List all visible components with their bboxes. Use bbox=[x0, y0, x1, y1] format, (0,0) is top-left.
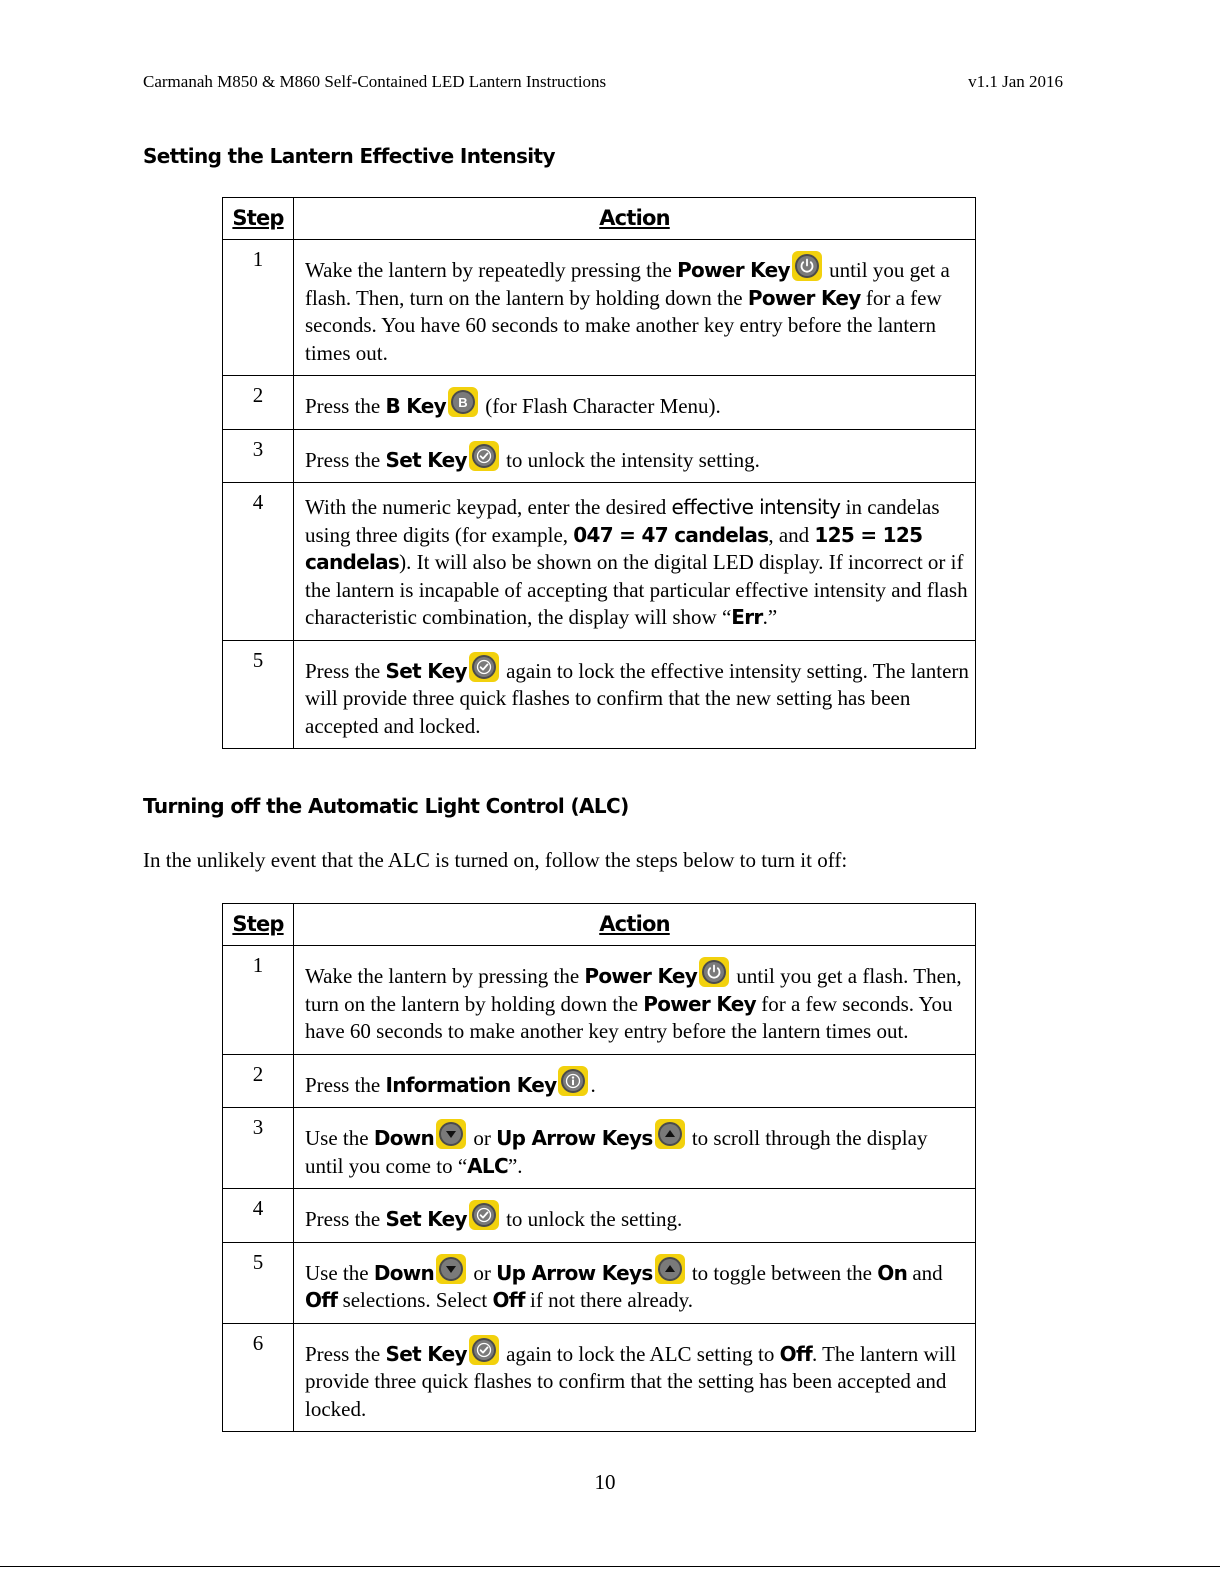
action-text: to unlock the setting. bbox=[500, 1207, 683, 1231]
alc-steps-table bbox=[222, 903, 976, 1432]
action-text: Wake the lantern by pressing the bbox=[305, 964, 585, 988]
key-name: B Key bbox=[385, 394, 446, 418]
action-text: for a few seconds. You have 60 seconds to make another key entry before the lantern times out. bbox=[305, 991, 953, 1043]
step-number: 5 bbox=[223, 640, 294, 749]
step-action bbox=[294, 640, 976, 749]
key-name: ALC bbox=[467, 1153, 508, 1178]
table-header-row bbox=[223, 198, 976, 240]
table-row bbox=[223, 376, 976, 430]
action-text: Press the bbox=[305, 1341, 386, 1366]
action-text: or bbox=[468, 1260, 497, 1285]
column-header-action: Action bbox=[294, 904, 976, 946]
step-number: 1 bbox=[223, 240, 294, 376]
key-name: On bbox=[877, 1260, 908, 1285]
column-header-step: Step bbox=[223, 198, 294, 240]
set-key-icon bbox=[469, 441, 499, 471]
key-name: Down bbox=[373, 1126, 435, 1150]
set-key-icon bbox=[469, 652, 499, 682]
key-name: Power Key bbox=[643, 991, 756, 1016]
action-text: .” bbox=[762, 605, 778, 629]
action-text: if not there already. bbox=[524, 1288, 694, 1312]
power-key-icon bbox=[699, 957, 729, 987]
step-number: 2 bbox=[223, 1054, 294, 1108]
action-text: ). It will also be shown on the digital LED display. If incorrect or if the lantern is incapable of accepting that particular effective intensity and flash characteristic combination, the display will show “ bbox=[305, 550, 968, 629]
key-name: Down bbox=[373, 1260, 435, 1285]
table-row bbox=[223, 240, 976, 376]
document-version: v1.1 Jan 2016 bbox=[968, 72, 1063, 91]
action-text: Press the bbox=[305, 1207, 386, 1231]
action-text: . bbox=[590, 1072, 596, 1097]
set-key-icon bbox=[469, 1335, 499, 1365]
action-text: again to lock the ALC setting to bbox=[500, 1341, 780, 1366]
key-name: Set Key bbox=[385, 1341, 467, 1366]
table-row bbox=[223, 1189, 976, 1243]
table-header-row bbox=[223, 904, 976, 946]
action-text: Wake the lantern by repeatedly pressing the bbox=[305, 258, 678, 282]
key-name: Power Key bbox=[677, 258, 790, 282]
power-key-icon bbox=[792, 251, 822, 281]
action-text: Press the bbox=[305, 658, 386, 683]
step-action bbox=[294, 1189, 976, 1243]
table-row bbox=[223, 640, 976, 749]
up-arrow-key-icon bbox=[655, 1119, 685, 1149]
page-bottom-rule bbox=[0, 1566, 1220, 1567]
action-text: ”. bbox=[507, 1153, 523, 1178]
action-text: Press the bbox=[305, 394, 386, 418]
table-row bbox=[223, 429, 976, 483]
key-name: Up Arrow Keys bbox=[496, 1260, 653, 1285]
column-header-step: Step bbox=[223, 904, 294, 946]
step-number: 4 bbox=[223, 1189, 294, 1243]
b-key-icon bbox=[448, 387, 478, 417]
step-number: 2 bbox=[223, 376, 294, 430]
key-name: Up Arrow Keys bbox=[496, 1126, 653, 1150]
action-text: to scroll through the display until you come to “ bbox=[305, 1126, 928, 1178]
page-number: 10 bbox=[594, 1470, 616, 1494]
running-header bbox=[143, 72, 1063, 96]
step-action bbox=[294, 1242, 976, 1323]
action-text: . The lantern will provide three quick flashes to confirm that the setting has been accepted and locked. bbox=[305, 1341, 957, 1421]
key-name: Set Key bbox=[385, 658, 467, 683]
action-text: Use the bbox=[305, 1126, 374, 1150]
down-arrow-key-icon bbox=[436, 1254, 466, 1284]
term-text: effective intensity bbox=[671, 495, 841, 519]
action-text: to unlock the intensity setting. bbox=[500, 447, 760, 472]
action-text: in candelas using three digits (for example, bbox=[305, 495, 940, 547]
set-key-icon bbox=[469, 1200, 499, 1230]
action-text: (for Flash Character Menu). bbox=[479, 394, 721, 418]
step-action bbox=[294, 240, 976, 376]
svg-text:B: B bbox=[458, 395, 468, 410]
action-text: or bbox=[468, 1126, 497, 1150]
step-action bbox=[294, 1054, 976, 1108]
table-row bbox=[223, 1242, 976, 1323]
step-number: 1 bbox=[223, 946, 294, 1055]
table-row bbox=[223, 1054, 976, 1108]
alc-intro-text: In the unlikely event that the ALC is turned on, follow the steps below to turn it off: bbox=[143, 848, 848, 872]
key-name: 125 = 125 candelas bbox=[305, 522, 923, 574]
action-text: for a few seconds. You have 60 seconds to make another key entry before the lantern times out. bbox=[305, 285, 942, 365]
document-title: Carmanah M850 & M860 Self-Contained LED Lantern Instructions bbox=[143, 72, 607, 91]
key-name: Set Key bbox=[385, 447, 467, 472]
information-key-icon bbox=[558, 1066, 588, 1096]
column-header-action: Action bbox=[294, 198, 976, 240]
step-action bbox=[294, 1323, 976, 1432]
step-action bbox=[294, 483, 976, 641]
section-heading-effective-intensity: Setting the Lantern Effective Intensity bbox=[143, 144, 555, 168]
step-action bbox=[294, 429, 976, 483]
step-number: 3 bbox=[223, 1108, 294, 1189]
action-text: , and bbox=[768, 522, 815, 547]
down-arrow-key-icon bbox=[436, 1119, 466, 1149]
table-row bbox=[223, 1323, 976, 1432]
action-text: until you get a flash. Then, turn on the lantern by holding down the bbox=[305, 258, 950, 310]
section-heading-alc: Turning off the Automatic Light Control (ALC) bbox=[143, 794, 629, 818]
action-text: to toggle between the bbox=[686, 1260, 878, 1285]
step-number: 5 bbox=[223, 1242, 294, 1323]
action-text: Press the bbox=[305, 1072, 386, 1097]
action-text: until you get a flash. Then, turn on the lantern by holding down the bbox=[305, 964, 962, 1016]
action-text: selections. Select bbox=[337, 1288, 493, 1312]
key-name: Information Key bbox=[385, 1072, 557, 1097]
step-number: 4 bbox=[223, 483, 294, 641]
table-row bbox=[223, 946, 976, 1055]
action-text: again to lock the effective intensity setting. The lantern will provide three quick flashes to confirm that the new setting has been accepted and locked. bbox=[305, 658, 969, 738]
intensity-steps-table bbox=[222, 197, 976, 749]
action-text: and bbox=[907, 1260, 943, 1285]
action-text: With the numeric keypad, enter the desired bbox=[305, 495, 672, 519]
action-text: Use the bbox=[305, 1260, 374, 1285]
step-action bbox=[294, 376, 976, 430]
key-name: Off bbox=[492, 1288, 525, 1312]
key-name: Power Key bbox=[747, 285, 861, 310]
table-row bbox=[223, 483, 976, 641]
alc-steps-body bbox=[223, 946, 976, 1432]
step-action bbox=[294, 946, 976, 1055]
intensity-steps-body bbox=[223, 240, 976, 749]
step-action bbox=[294, 1108, 976, 1189]
up-arrow-key-icon bbox=[655, 1254, 685, 1284]
table-row bbox=[223, 1108, 976, 1189]
step-number: 6 bbox=[223, 1323, 294, 1432]
key-name: Off bbox=[305, 1288, 338, 1312]
action-text: Press the bbox=[305, 447, 386, 472]
key-name: 047 = 47 candelas bbox=[573, 522, 769, 547]
key-name: Power Key bbox=[584, 964, 698, 988]
step-number: 3 bbox=[223, 429, 294, 483]
key-name: Set Key bbox=[385, 1207, 467, 1231]
key-name: Err bbox=[731, 605, 763, 629]
key-name: Off bbox=[779, 1341, 812, 1366]
